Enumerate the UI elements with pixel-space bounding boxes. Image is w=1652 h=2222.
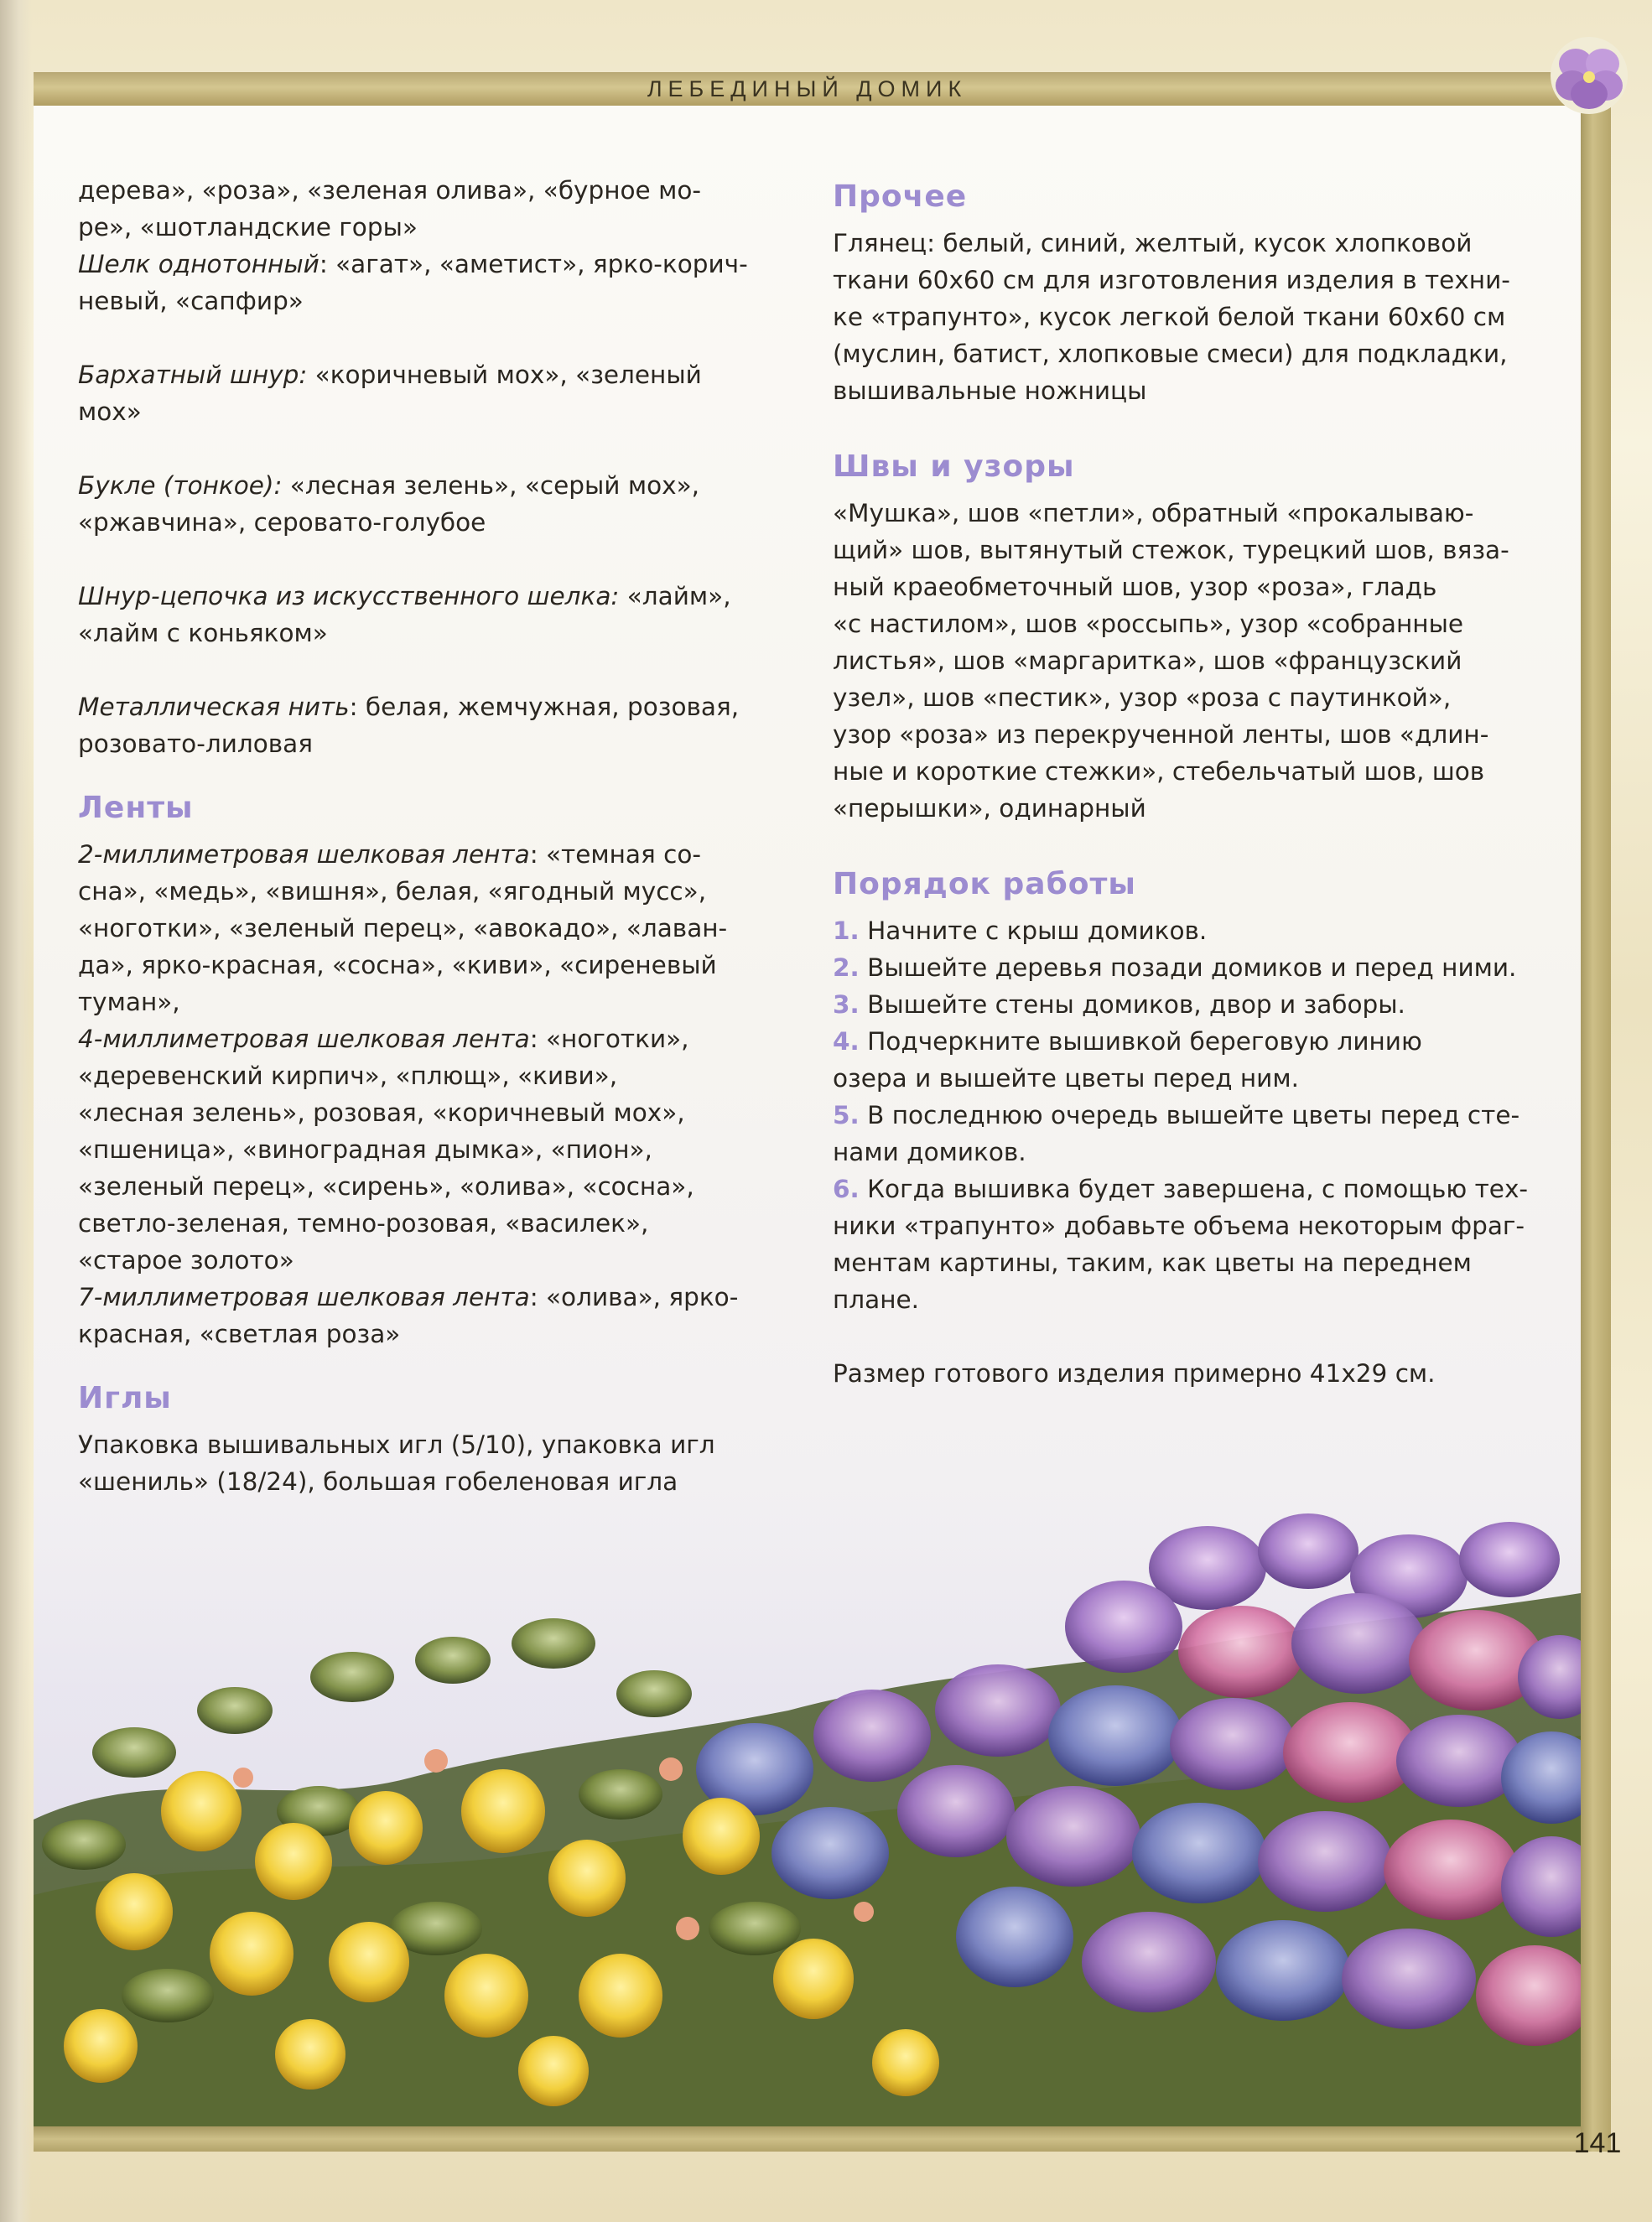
other-line: Глянец: белый, синий, желтый, кусок хлопковой: [833, 229, 1473, 257]
ribbon4-text: : «ноготки»,: [529, 1025, 689, 1053]
step-text: Когда вышивка будет завершена, с помощью тех-: [859, 1175, 1529, 1203]
velvet-label: Бархатный шнур:: [78, 361, 308, 389]
chain-line: [78, 578, 782, 615]
other-line: вышивальные ножницы: [833, 376, 1147, 405]
metal-line-cont: розовато-лиловая: [78, 729, 313, 758]
silk-line-cont: невый, «сапфир»: [78, 287, 304, 315]
step-text: Вышейте стены домиков, двор и заборы.: [859, 990, 1405, 1019]
step-number: 1.: [833, 916, 860, 945]
velvet-line-cont: мох»: [78, 397, 142, 426]
ribbon2-line: «ноготки», «зеленый перец», «авокадо», «лаван-: [78, 914, 728, 942]
boucle-label: Букле (тонкое):: [78, 471, 283, 500]
step-text: Начните с крыш домиков.: [859, 916, 1208, 945]
silk-text: : «агат», «аметист», ярко-корич-: [319, 250, 748, 278]
stitches-line: узел», шов «пестик», узор «роза с паутинкой»,: [833, 683, 1452, 712]
stitches-line: листья», шов «маргаритка», шов «французский: [833, 646, 1462, 675]
step-line-cont: нами домиков.: [833, 1138, 1026, 1166]
ribbon7-label: 7-миллиметровая шелковая лента: [78, 1283, 530, 1311]
step-line: [833, 1097, 1554, 1134]
ribbon-embroidery-illustration: [34, 1459, 1581, 2126]
ribbon7-line: красная, «светлая роза»: [78, 1320, 401, 1348]
stitches-line: «с настилом», шов «россыпь», узор «собранные: [833, 610, 1464, 638]
running-header-title: ЛЕБЕДИНЫЙ ДОМИК: [647, 76, 968, 101]
chain-line-cont: «лайм с коньяком»: [78, 619, 328, 647]
needles-line: «шениль» (18/24), большая гобеленовая игла: [78, 1467, 678, 1496]
other-heading: Прочее: [833, 179, 968, 214]
stitches-line: «перышки», одинарный: [833, 794, 1146, 823]
needles-heading: Иглы: [78, 1381, 172, 1415]
ribbons-heading: Ленты: [78, 791, 194, 825]
ribbon2-line: туман»,: [78, 988, 180, 1016]
intro-line: ре», «шотландские горы»: [78, 213, 418, 241]
chain-label: Шнур-цепочка из искусственного шелка:: [78, 582, 620, 610]
boucle-text: «лесная зелень», «серый мох»,: [282, 471, 700, 500]
step-line-cont: ментам картины, таким, как цветы на переднем плане.: [833, 1249, 1472, 1314]
other-line: ке «трапунто», кусок легкой белой ткани 60х60 см: [833, 303, 1506, 331]
chain-text: «лайм»,: [619, 582, 731, 610]
step-number: 2.: [833, 953, 860, 982]
ribbon2-line: да», ярко-красная, «сосна», «киви», «сиреневый: [78, 951, 717, 979]
ribbon2-text: : «темная со-: [529, 840, 702, 869]
ribbon4-line: «пшеница», «виноградная дымка», «пион»,: [78, 1135, 652, 1164]
page-gutter-shadow: [0, 0, 32, 2222]
step-number: 4.: [833, 1027, 860, 1056]
step-text: Подчеркните вышивкой береговую линию: [859, 1027, 1422, 1056]
step-line: [833, 986, 1554, 1023]
ribbon4-line: светло-зеленая, темно-розовая, «василек»,: [78, 1209, 649, 1238]
boucle-line-cont: «ржавчина», серовато-голубое: [78, 508, 486, 537]
ribbon2-line: [78, 836, 782, 873]
bottom-border-band: [34, 2126, 1581, 2152]
ribbon4-line: «деревенский кирпич», «плющ», «киви»,: [78, 1062, 618, 1090]
step-line-cont: озера и вышейте цветы перед ним.: [833, 1064, 1299, 1093]
boucle-line: [78, 467, 782, 504]
step-line: [833, 1171, 1554, 1207]
ribbon7-text: : «олива», ярко-: [529, 1283, 739, 1311]
silk-line: [78, 246, 782, 283]
step-text: В последнюю очередь вышейте цветы перед сте-: [859, 1101, 1520, 1129]
ribbon4-line: «лесная зелень», розовая, «коричневый мох»,: [78, 1098, 685, 1127]
stitches-line: щий» шов, вытянутый стежок, турецкий шов, вяза-: [833, 536, 1509, 564]
silk-label: Шелк однотонный: [78, 250, 319, 278]
ribbon4-line: «зеленый перец», «сирень», «олива», «сосна»,: [78, 1172, 694, 1201]
step-text: Вышейте деревья позади домиков и перед ними.: [859, 953, 1517, 982]
violet-flower-icon: [1547, 34, 1631, 117]
metal-label: Металлическая нить: [78, 693, 350, 721]
velvet-text: «коричневый мох», «зеленый: [307, 361, 702, 389]
step-line: [833, 912, 1554, 949]
metal-text: : белая, жемчужная, розовая,: [349, 693, 740, 721]
stitches-heading: Швы и узоры: [833, 449, 1075, 484]
step-line: [833, 1023, 1554, 1060]
stitches-line: ный краеобметочный шов, узор «роза», гладь: [833, 573, 1437, 601]
intro-line: дерева», «роза», «зеленая олива», «бурное мо-: [78, 176, 702, 205]
ribbon2-label: 2-миллиметровая шелковая лента: [78, 840, 530, 869]
stitches-line: узор «роза» из перекрученной ленты, шов «длин-: [833, 720, 1489, 749]
velvet-line: [78, 356, 782, 393]
step-number: 3.: [833, 990, 860, 1019]
ribbon4-label: 4-миллиметровая шелковая лента: [78, 1025, 530, 1053]
step-number: 6.: [833, 1175, 860, 1203]
ribbon7-line: [78, 1279, 782, 1316]
step-line: [833, 949, 1554, 986]
right-text-column: [833, 176, 1554, 1392]
needles-line: Упаковка вышивальных игл (5/10), упаковка игл: [78, 1430, 715, 1459]
ribbon4-line: «старое золото»: [78, 1246, 294, 1275]
stitches-line: ные и короткие стежки», стебельчатый шов, шов: [833, 757, 1485, 786]
step-number: 5.: [833, 1101, 860, 1129]
other-line: ткани 60х60 см для изготовления изделия в техни-: [833, 266, 1510, 294]
step-line-cont: ники «трапунто» добавьте объема некоторым фраг-: [833, 1212, 1525, 1240]
order-heading: Порядок работы: [833, 867, 1136, 901]
left-text-column: [78, 172, 782, 1500]
metal-line: [78, 688, 782, 725]
right-border-band: [1581, 72, 1611, 2152]
finished-size-text: Размер готового изделия примерно 41х29 см.: [833, 1359, 1436, 1388]
stitches-line: «Мушка», шов «петли», обратный «прокалываю-: [833, 499, 1474, 527]
ribbon2-line: сна», «медь», «вишня», белая, «ягодный мусс»,: [78, 877, 707, 906]
page-number: 141: [1573, 2127, 1622, 2159]
ribbon4-line: [78, 1020, 782, 1057]
other-line: (муслин, батист, хлопковые смеси) для подкладки,: [833, 340, 1508, 368]
